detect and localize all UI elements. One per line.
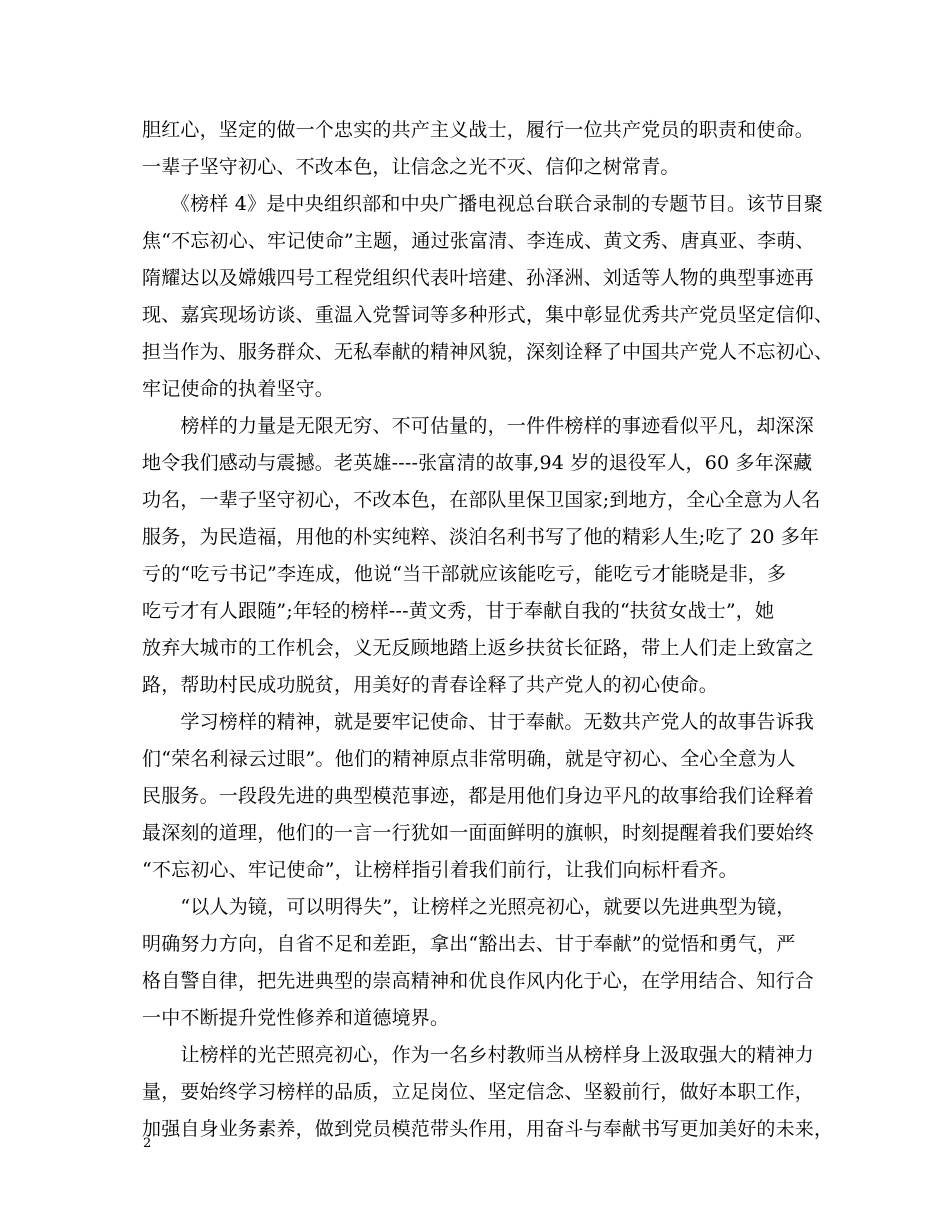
text-line: 榜样的力量是无限无穷、不可估量的，一件件榜样的事迹看似平凡，却深深 xyxy=(142,415,815,437)
text-line: 路，帮助村民成功脱贫，用美好的青春诠释了共产党人的初心使命。 xyxy=(142,674,719,696)
page-number: 2 xyxy=(143,1136,152,1151)
text-line: 现、嘉宾现场访谈、重温入党誓词等多种形式，集中彰显优秀共产党员坚定信仰、 xyxy=(142,304,834,326)
text-line: 胆红心，坚定的做一个忠实的共产主义战士，履行一位共产党员的职责和使命。 xyxy=(142,119,815,141)
text-line: “以人为镜，可以明得失”，让榜样之光照亮初心，就要以先进典型为镜， xyxy=(142,896,796,918)
text-line: 隋耀达以及嫦娥四号工程党组织代表叶培建、孙泽洲、刘适等人物的典型事迹再 xyxy=(142,267,815,289)
text-line: 担当作为、服务群众、无私奉献的精神风貌，深刻诠释了中国共产党人不忘初心、 xyxy=(142,341,834,363)
text-line: 放弃大城市的工作机会，义无反顾地踏上返乡扶贫长征路，带上人们走上致富之 xyxy=(142,637,815,659)
text-line: 焦“不忘初心、牢记使命”主题，通过张富清、李连成、黄文秀、唐真亚、李萌、 xyxy=(142,230,815,252)
text-line: 民服务。一段段先进的典型模范事迹，都是用他们身边平凡的故事给我们诠释着 xyxy=(142,785,815,807)
text-line: 一辈子坚守初心、不改本色，让信念之光不灭、信仰之树常青。 xyxy=(142,156,680,178)
text-line: 地令我们感动与震撼。老英雄----张富清的故事,94 岁的退役军人，60 多年深藏 xyxy=(142,452,813,474)
text-line: 吃亏才有人跟随”;年轻的榜样---黄文秀，甘于奉献自我的“扶贫女战士”，她 xyxy=(142,600,775,622)
text-line: 《榜样 4》是中央组织部和中央广播电视总台联合录制的专题节目。该节目聚 xyxy=(142,193,824,215)
text-line: 一中不断提升党性修养和道德境界。 xyxy=(142,1007,450,1029)
text-line: 明确努力方向，自省不足和差距，拿出“豁出去、甘于奉献”的觉悟和勇气，严 xyxy=(142,933,796,955)
text-line: 加强自身业务素养，做到党员模范带头作用，用奋斗与奉献书写更加美好的未来， xyxy=(142,1118,834,1140)
text-line: 量，要始终学习榜样的品质，立足岗位、坚定信念、坚毅前行，做好本职工作， xyxy=(142,1081,815,1103)
text-line: 格自警自律，把先进典型的崇高精神和优良作风内化于心，在学用结合、知行合 xyxy=(142,970,815,992)
text-line: 学习榜样的精神，就是要牢记使命、甘于奉献。无数共产党人的故事告诉我 xyxy=(142,711,815,733)
text-line: “不忘初心、牢记使命”，让榜样指引着我们前行，让我们向标杆看齐。 xyxy=(142,859,738,881)
text-line: 让榜样的光芒照亮初心，作为一名乡村教师当从榜样身上汲取强大的精神力 xyxy=(142,1044,815,1066)
text-line: 服务，为民造福，用他的朴实纯粹、淡泊名利书写了他的精彩人生;吃了 20 多年 xyxy=(142,526,820,548)
text-line: 功名，一辈子坚守初心，不改本色，在部队里保卫国家;到地方，全心全意为人名 xyxy=(142,489,821,511)
text-line: 亏的“吃亏书记”李连成，他说“当干部就应该能吃亏，能吃亏才能晓是非，多 xyxy=(142,563,787,585)
text-line: 牢记使命的执着坚守。 xyxy=(142,378,335,400)
text-line: 们“荣名利禄云过眼”。他们的精神原点非常明确，就是守初心、全心全意为人 xyxy=(142,748,796,770)
text-line: 最深刻的道理，他们的一言一行犹如一面面鲜明的旗帜，时刻提醒着我们要始终 xyxy=(142,822,815,844)
